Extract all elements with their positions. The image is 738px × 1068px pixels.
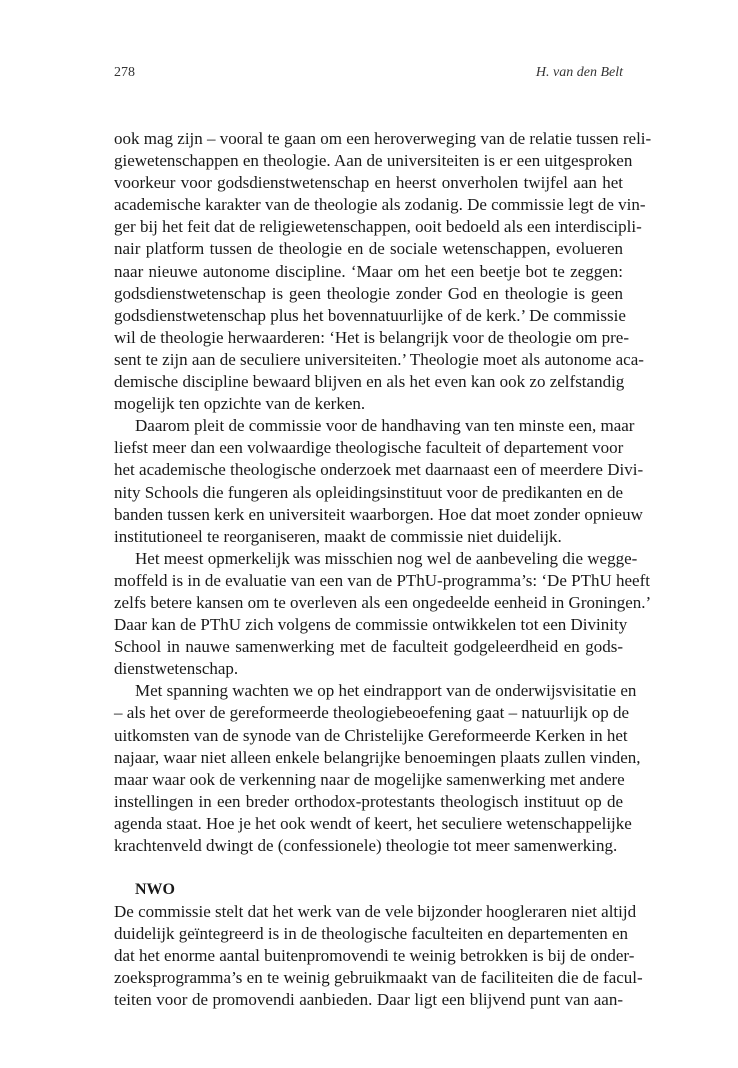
text-line: uitkomsten van de synode van de Christelijke Gereformeerde Kerken in het	[114, 725, 628, 745]
text-line: agenda staat. Hoe je het ook wendt of keert, het seculiere wetenschappelijke	[114, 813, 632, 833]
text-line: ook mag zijn – vooral te gaan om een heroverweging van de relatie tussen reli-	[114, 129, 652, 148]
text-line: godsdienstwetenschap is geen theologie zonder God en theologie is geen	[114, 283, 623, 303]
text-line: zelfs betere kansen om te overleven als een ongedeelde eenheid in Groningen.’	[114, 592, 652, 612]
text-line: dienstwetenschap.	[114, 659, 239, 679]
section-heading: NWO	[135, 881, 175, 899]
text-line: Het meest opmerkelijk was misschien nog wel de aanbeveling die wegge-	[135, 548, 638, 568]
paragraph	[114, 415, 644, 548]
text-line: demische discipline bewaard blijven en als het even kan ook zo zelfstandig	[114, 372, 625, 392]
text-line: giewetenschappen en theologie. Aan de universiteiten is er een uitgesproken	[114, 151, 633, 171]
text-line: naar nieuwe autonome discipline. ‘Maar om het een beetje bot te zeggen:	[114, 261, 623, 281]
text-line: moffeld is in de evaluatie van een van de PThU-programma’s: ‘De PThU heeft	[114, 570, 650, 590]
author-running-head: H. van den Belt	[535, 65, 623, 80]
page-number: 278	[114, 65, 135, 80]
text-line: De commissie stelt dat het werk van de vele bijzonder hoogleraren niet altijd	[114, 902, 637, 922]
text-line: instellingen in een breder orthodox-protestants theologisch instituut op de	[114, 791, 623, 811]
text-line: godsdienstwetenschap plus het bovennatuurlijke of de kerk.’ De commissie	[114, 305, 626, 325]
paragraphs	[114, 128, 652, 857]
text-line: – als het over de gereformeerde theologiebeoefening gaat – natuurlijk op de	[114, 703, 629, 723]
section-body	[114, 901, 643, 1011]
text-line: banden tussen kerk en universiteit waarborgen. Hoe dat moet zonder opnieuw	[114, 504, 643, 524]
text-line: institutioneel te reorganiseren, maakt de commissie niet duidelijk.	[114, 526, 562, 546]
text-line: duidelijk geïntegreerd is in de theologische faculteiten en departementen en	[114, 924, 629, 944]
text-line: nity Schools die fungeren als opleidingsinstituut voor de predikanten en de	[114, 482, 623, 502]
paragraph	[114, 128, 652, 415]
body-text	[114, 128, 652, 1012]
text-line: Met spanning wachten we op het eindrapport van de onderwijsvisitatie en	[135, 681, 637, 701]
text-line: teiten voor de promovendi aanbieden. Daar ligt een blijvend punt van aan-	[114, 990, 623, 1010]
text-line: liefst meer dan een volwaardige theologische faculteit of departement voor	[114, 438, 624, 458]
text-line: het academische theologische onderzoek met daarnaast een of meerdere Divi-	[114, 460, 644, 480]
text-line: wil de theologie herwaarderen: ‘Het is belangrijk voor de theologie om pre-	[114, 327, 630, 347]
text-line: najaar, waar niet alleen enkele belangrijke benoemingen plaats zullen vinden,	[114, 747, 641, 767]
paragraph	[114, 548, 652, 681]
text-line: voorkeur voor godsdienstwetenschap en heerst onverholen twijfel aan het	[114, 173, 623, 193]
text-line: School in nauwe samenwerking met de faculteit godgeleerdheid en gods-	[114, 637, 623, 657]
text-line: Daar kan de PThU zich volgens de commissie ontwikkelen tot een Divinity	[114, 615, 628, 635]
text-line: mogelijk ten opzichte van de kerken.	[114, 394, 366, 414]
text-line: krachtenveld dwingt de (confessionele) theologie tot meer samenwerking.	[114, 836, 618, 855]
text-line: dat het enorme aantal buitenpromovendi te weinig betrokken is bij de onder-	[114, 946, 635, 966]
text-line: zoeksprogramma’s en te weinig gebruikmaakt van de faciliteiten die de facul-	[114, 968, 643, 988]
text-line: Daarom pleit de commissie voor de handhaving van ten minste een, maar	[135, 416, 635, 436]
text-line: nair platform tussen de theologie en de sociale wetenschappen, evolueren	[114, 239, 623, 259]
text-line: academische karakter van de theologie als zodanig. De commissie legt de vin-	[114, 195, 646, 215]
text-line: maar waar ook de verkenning naar de mogelijke samenwerking met andere	[114, 769, 625, 789]
text-line: ger bij het feit dat de religiewetenschappen, ooit bedoeld als een interdiscipli-	[114, 217, 642, 237]
paragraph	[114, 680, 641, 857]
text-line: sent te zijn aan de seculiere universiteiten.’ Theologie moet als autonome aca-	[114, 349, 644, 369]
